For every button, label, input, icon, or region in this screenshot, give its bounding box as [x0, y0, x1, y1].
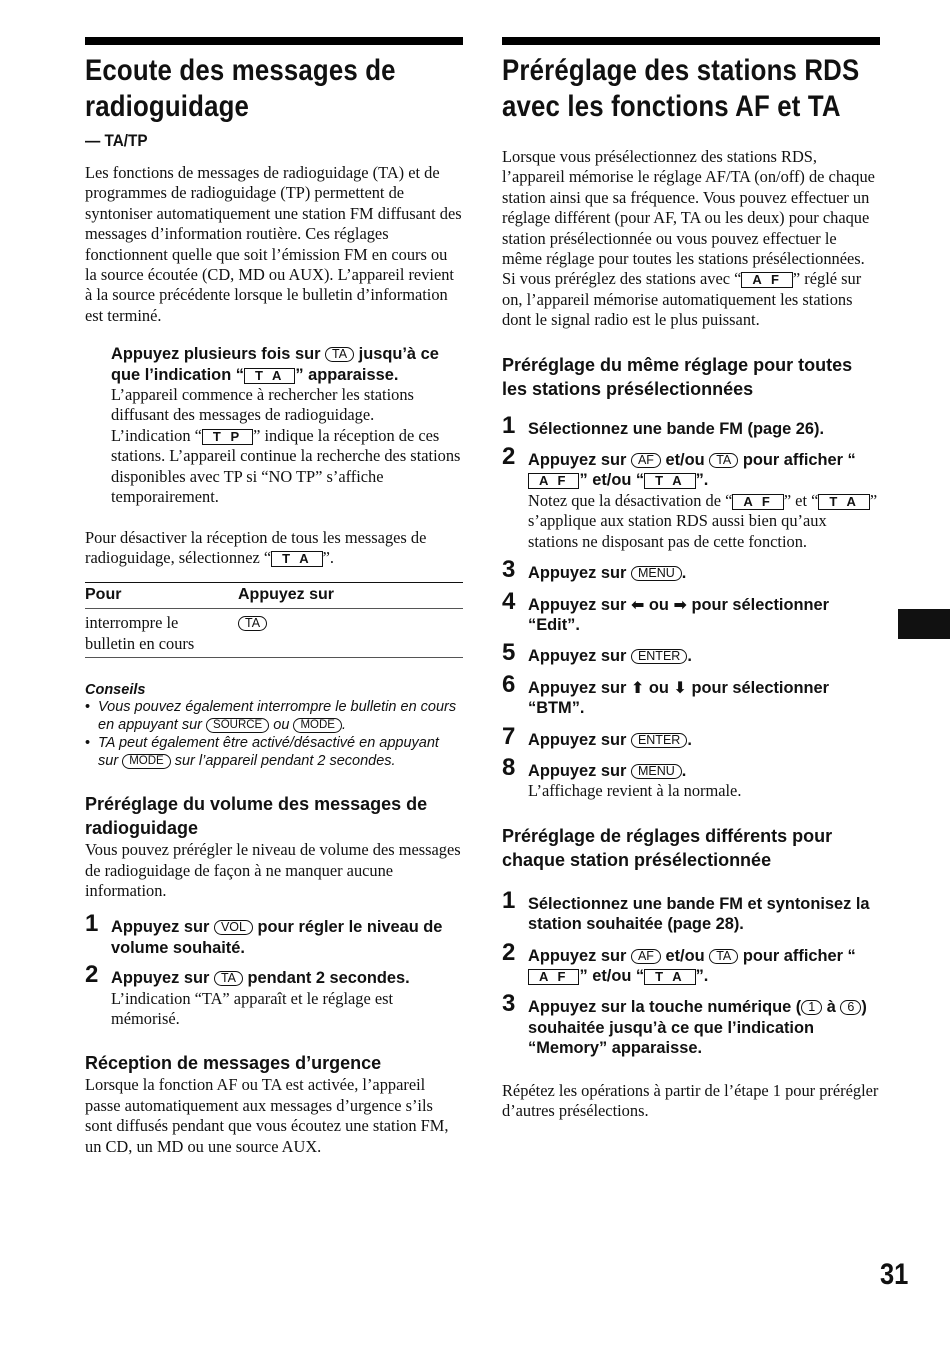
step-number: 4: [502, 587, 516, 615]
menu-key: MENU: [631, 764, 682, 779]
step-number: 3: [502, 556, 516, 584]
rds-intro: [502, 147, 880, 331]
step-instruction: [528, 450, 880, 491]
instruction-ta: [111, 344, 463, 385]
deactivate-paragraph: [85, 528, 463, 569]
tips-title: Conseils: [85, 682, 146, 699]
af-display: A F: [528, 969, 579, 985]
ta-key: TA: [709, 949, 738, 964]
enter-key: ENTER: [631, 733, 687, 748]
volume-text: Vous pouvez prérégler le niveau de volume des messages de radioguidage de façon à ne manquer aucune information.: [85, 840, 461, 900]
step-body: [528, 646, 880, 666]
volume-heading: Préréglage du volume des messages de radioguidage: [85, 794, 428, 839]
number-6-key: 6: [840, 1000, 861, 1015]
text: ou: [273, 717, 290, 734]
step-body: [528, 563, 880, 583]
text: Appuyez sur: [528, 678, 627, 697]
table-header-appuyez: Appuyez sur: [238, 583, 463, 609]
ta-display: T A: [271, 551, 322, 567]
urgent-text: Lorsque la fonction AF ou TA est activée, l’appareil passe automatiquement aux messages d’urgence s’ils sont diffusés pendant que vous écoutez une station FM, un CD, un MD ou une source AUX.: [85, 1075, 449, 1156]
text: Appuyez sur: [111, 918, 210, 937]
text: Appuyez sur: [528, 946, 627, 965]
volume-step-2: [85, 961, 463, 1029]
ta-display: T A: [244, 368, 295, 384]
text: Appuyez sur: [111, 969, 210, 988]
tp-display: T P: [202, 429, 253, 445]
text: Lorsque vous présélectionnez des stations RDS, l’appareil mémorise le réglage AF/TA (on/off) de chaque station ainsi que sa fréquence. Vous pouvez effectuer un réglage différent (pour AF, TA ou les deux) pour chaque station présélectionnée ou vous pouvez effectuer le même réglage pour toutes les stations présélectionnées. Si vous préréglez des stations avec “: [502, 147, 875, 289]
arrow-up-icon: ⬆: [630, 677, 645, 697]
text: .: [341, 717, 346, 734]
text: Vous pouvez également interrompre le bulletin en cours en appuyant sur: [98, 699, 457, 734]
step-number: 1: [502, 411, 516, 439]
step-body: [528, 730, 880, 750]
diff-outro: Répétez les opérations à partir de l’étape 1 pour prérégler d’autres présélections.: [502, 1080, 879, 1120]
text: Appuyez sur: [528, 647, 627, 666]
text: et/ou: [665, 946, 705, 965]
step-body: Sélectionnez une bande FM (page 26).: [528, 419, 824, 438]
text: Appuyez sur la touche numérique (: [528, 998, 802, 1017]
chapter-tab: [898, 609, 950, 639]
same-step-5: [502, 639, 880, 667]
ta-key: TA: [238, 616, 267, 631]
text: ou: [648, 678, 669, 697]
af-key: AF: [631, 453, 661, 468]
text: Appuyez sur: [528, 451, 627, 470]
step-body: [528, 946, 880, 987]
text: pour sélectionner “BTM”.: [528, 678, 829, 718]
text: Appuyez sur: [528, 730, 627, 749]
mode-key: MODE: [293, 718, 342, 733]
instr-text: jusqu’à ce que l’indication “: [111, 345, 439, 384]
step-note: [528, 491, 880, 552]
same-step-3: [502, 556, 880, 584]
tip-item: [85, 734, 463, 770]
table-cell-key: [238, 609, 463, 658]
text: L’indication “: [111, 425, 202, 445]
text: .: [681, 761, 687, 780]
same-step-8: [502, 753, 880, 802]
text: et/ou: [665, 451, 705, 470]
text: pour afficher “: [742, 946, 856, 965]
instruction-block: [111, 344, 463, 507]
instr-text: Appuyez plusieurs fois sur: [111, 345, 321, 364]
page-number: 31: [880, 1258, 909, 1291]
text: ” et/ou “: [579, 966, 645, 985]
volume-step-1: [85, 910, 463, 958]
ta-key: TA: [214, 971, 243, 986]
text: pour régler le niveau de volume souhaité.: [111, 918, 443, 957]
text: ”.: [695, 966, 709, 985]
text: Notez que la désactivation de “: [528, 490, 733, 510]
ta-display: T A: [644, 969, 695, 985]
arrow-right-icon: ➡: [673, 594, 687, 614]
step-body: [528, 761, 880, 802]
af-key: AF: [631, 949, 661, 964]
diff-step-2: [502, 938, 880, 987]
step-body: [111, 917, 463, 958]
text: ” s’applique aux station RDS aussi bien qu’aux stations ne disposant pas de cette fonction.: [528, 490, 878, 551]
text: ” réglé sur on, l’appareil mémorise automatiquement les stations dont le signal radio est le plus puissant.: [502, 269, 862, 330]
table-header-pour: Pour: [85, 583, 238, 609]
text: ” indique la réception de ces stations. L’appareil continue la recherche des stations disponibles avec TP si “NO TP” s’affiche temporairement.: [111, 425, 461, 507]
diff-setting-heading: Préréglage de réglages différents pour chaque station présélectionnée: [502, 825, 833, 870]
text: ”.: [695, 471, 709, 490]
af-display: A F: [732, 494, 783, 510]
instr-desc-1: L’appareil commence à rechercher les stations diffusant des messages de radioguidage.: [111, 385, 414, 425]
ta-display: T A: [644, 473, 695, 489]
enter-key: ENTER: [631, 649, 687, 664]
number-1-key: 1: [801, 1000, 822, 1015]
step-desc: L’indication “TA” apparaît et le réglage est mémorisé.: [111, 988, 394, 1028]
ta-key: TA: [325, 347, 354, 362]
source-key: SOURCE: [206, 718, 269, 733]
same-step-4: [502, 587, 880, 636]
instr-desc-2: [111, 426, 463, 508]
text: Pour désactiver la réception de tous les messages de radioguidage, sélectionnez “: [85, 527, 427, 567]
table-cell-action: interrompre le bulletin en cours: [85, 609, 238, 658]
text: ”.: [322, 547, 334, 567]
step-desc: L’affichage revient à la normale.: [528, 781, 742, 801]
text: ou: [648, 595, 669, 614]
ta-key: TA: [709, 453, 738, 468]
step-number: 7: [502, 722, 516, 750]
af-display: A F: [741, 272, 792, 288]
section-rule: [85, 37, 463, 45]
same-step-1: [502, 411, 880, 439]
same-step-2: [502, 443, 880, 552]
text: .: [687, 647, 692, 666]
left-column: [85, 37, 463, 1157]
right-column: [502, 37, 880, 1121]
section-title-rds: Préréglage des stations RDS avec les fonctions AF et TA: [502, 54, 860, 123]
text: pour afficher “: [742, 451, 856, 470]
step-number: 2: [502, 443, 516, 471]
text: Appuyez sur: [528, 595, 627, 614]
text: à: [826, 998, 836, 1017]
step-instruction: [111, 968, 463, 988]
same-step-7: [502, 722, 880, 750]
text: TA peut également être activé/désactivé en appuyant sur: [98, 735, 439, 770]
step-body: [528, 595, 880, 636]
text: pour sélectionner “Edit”.: [528, 595, 829, 634]
ta-display: T A: [818, 494, 869, 510]
tip-item: [85, 698, 463, 734]
section-rule: [502, 37, 880, 45]
same-setting-heading: Préréglage du même réglage pour toutes les stations présélectionnées: [502, 354, 853, 399]
step-body: [528, 678, 880, 719]
vol-key: VOL: [214, 920, 253, 935]
step-body: [111, 968, 463, 1029]
step-number: 5: [502, 639, 516, 667]
step-number: 3: [502, 990, 516, 1018]
text: sur l’appareil pendant 2 secondes.: [174, 753, 396, 770]
text: .: [681, 564, 687, 583]
text: ” et “: [783, 490, 819, 510]
step-number: 6: [502, 670, 516, 698]
step-number: 1: [502, 886, 516, 914]
text: Appuyez sur: [528, 564, 627, 583]
instr-text: ” apparaisse.: [295, 365, 399, 384]
intro-paragraph: Les fonctions de messages de radioguidage (TA) et de programmes de radioguidage (TP) permettent de syntoniser automatiquement une station FM diffusant des messages d’information routière. Ces réglages fonctionnent quelle que soit l’émission FM en cours ou la source écoutée (CD, MD ou AUX). L’appareil revient à la source précédente lorsque le bulletin d’information est terminé.: [85, 163, 462, 325]
diff-step-3: [502, 990, 880, 1058]
arrow-left-icon: ⬅: [630, 594, 645, 614]
step-body: [528, 450, 880, 552]
step-number: 8: [502, 753, 516, 781]
same-step-6: [502, 670, 880, 719]
step-number: 2: [502, 938, 516, 966]
text: .: [687, 730, 692, 749]
text: ” et/ou “: [579, 471, 645, 490]
menu-key: MENU: [631, 566, 682, 581]
mode-key: MODE: [122, 754, 171, 769]
text: ) souhaitée jusqu’à ce que l’indication “Memory” apparaisse.: [528, 998, 867, 1058]
table-row: [85, 609, 463, 658]
step-number: 1: [85, 910, 99, 938]
section-title-ta-tp: Ecoute des messages de radioguidage: [85, 54, 396, 123]
step-number: 2: [85, 961, 99, 989]
urgent-heading: Réception de messages d’urgence: [85, 1053, 382, 1074]
text: Appuyez sur: [528, 761, 627, 780]
arrow-down-icon: ⬇: [673, 677, 687, 697]
step-instruction: [528, 761, 880, 781]
section-subtitle: — TA/TP: [85, 131, 148, 150]
step-body: [528, 997, 880, 1058]
step-body: Sélectionnez une bande FM et syntonisez la station souhaitée (page 28).: [528, 894, 870, 934]
text: pendant 2 secondes.: [247, 969, 410, 988]
diff-step-1: [502, 886, 880, 935]
tips-list: [85, 698, 463, 770]
af-display: A F: [528, 473, 579, 489]
action-table: [85, 582, 463, 658]
